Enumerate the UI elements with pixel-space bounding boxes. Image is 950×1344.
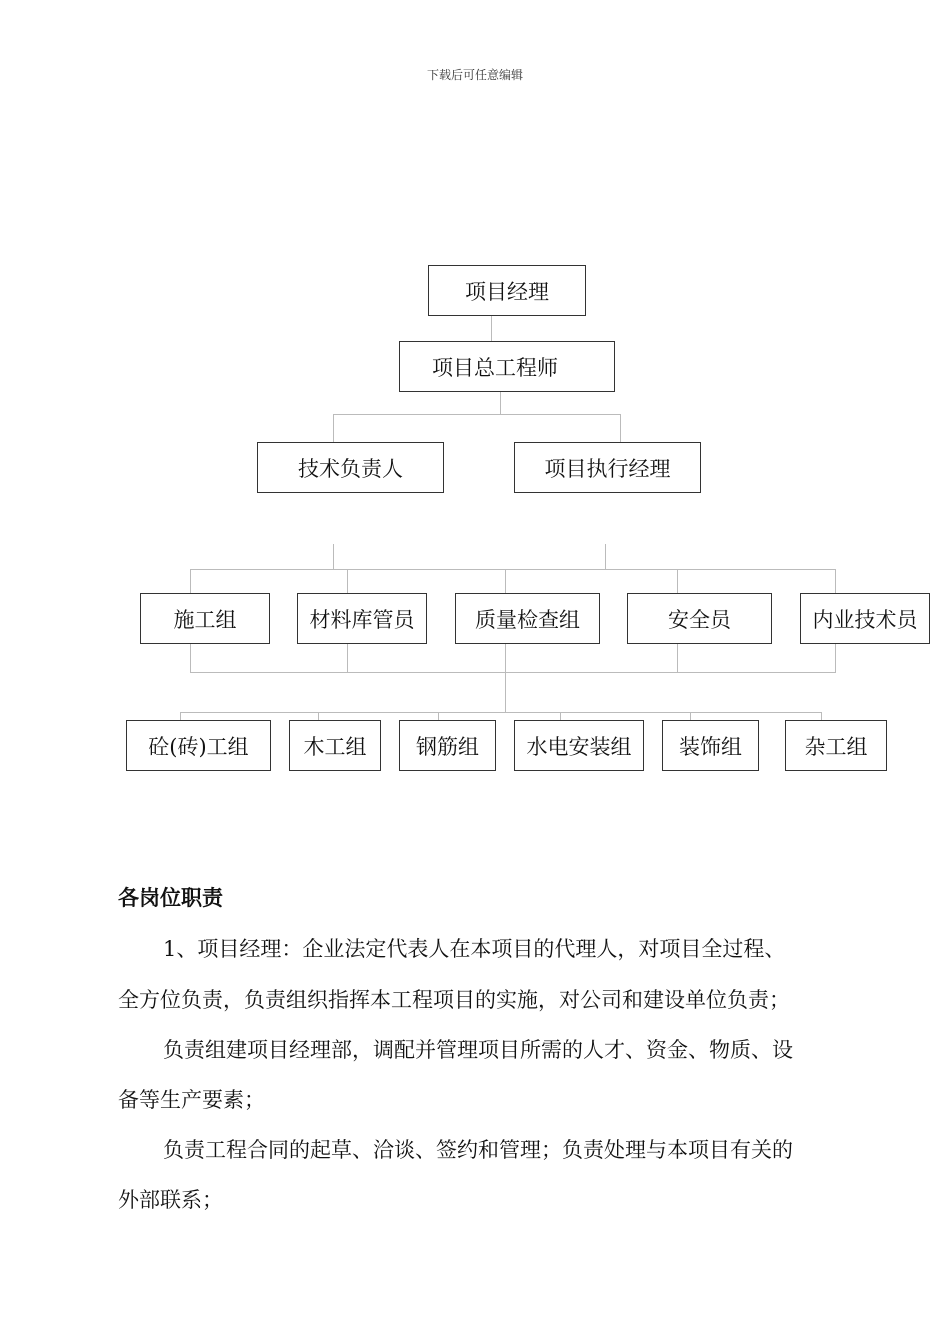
connector — [505, 569, 506, 594]
connector — [333, 414, 621, 415]
paragraph-line: 备等生产要素； — [118, 1088, 265, 1112]
connector — [491, 316, 492, 342]
paragraph-line: 外部联系； — [118, 1188, 223, 1212]
connector — [347, 569, 348, 594]
connector — [347, 644, 348, 673]
box-chief-engineer: 项目总工程师 — [399, 341, 615, 392]
connector — [333, 414, 334, 443]
box-internal-technician: 内业技术员 — [800, 593, 930, 644]
connector — [821, 712, 822, 720]
paragraph-line: 全方位负责，负责组织指挥本工程项目的实施，对公司和建设单位负责； — [118, 988, 790, 1012]
box-executive-manager: 项目执行经理 — [514, 442, 701, 493]
connector — [190, 672, 836, 673]
box-safety-officer: 安全员 — [627, 593, 772, 644]
box-general-labor-group: 杂工组 — [785, 720, 887, 771]
box-quality-inspection: 质量检查组 — [455, 593, 600, 644]
box-mep-group: 水电安装组 — [514, 720, 644, 771]
connector — [333, 544, 334, 570]
connector — [500, 392, 501, 414]
box-technical-lead: 技术负责人 — [257, 442, 444, 493]
connector — [677, 569, 678, 594]
connector — [605, 544, 606, 570]
connector — [560, 712, 561, 720]
connector — [318, 712, 319, 720]
box-decoration-group: 装饰组 — [662, 720, 759, 771]
connector — [690, 712, 691, 720]
connector — [620, 414, 621, 443]
box-masonry-group: 砼(砖)工组 — [126, 720, 271, 771]
box-construction-group: 施工组 — [140, 593, 270, 644]
paragraph-line: 负责工程合同的起草、洽谈、签约和管理；负责处理与本项目有关的 — [163, 1138, 793, 1162]
connector — [835, 569, 836, 594]
connector — [190, 644, 191, 673]
box-rebar-group: 钢筋组 — [399, 720, 496, 771]
section-title: 各岗位职责 — [118, 886, 223, 910]
paragraph-line: 负责组建项目经理部，调配并管理项目所需的人才、资金、物质、设 — [163, 1038, 793, 1062]
connector — [677, 644, 678, 673]
connector — [190, 569, 191, 594]
box-carpentry-group: 木工组 — [289, 720, 381, 771]
paragraph-line: 1、项目经理：企业法定代表人在本项目的代理人，对项目全过程、 — [163, 937, 786, 961]
connector — [180, 712, 822, 713]
connector — [835, 644, 836, 673]
box-material-keeper: 材料库管员 — [297, 593, 427, 644]
connector — [505, 644, 506, 712]
connector — [190, 569, 836, 570]
page-header: 下载后可任意编辑 — [426, 68, 523, 82]
connector — [438, 712, 439, 720]
connector — [180, 712, 181, 720]
box-project-manager: 项目经理 — [428, 265, 586, 316]
